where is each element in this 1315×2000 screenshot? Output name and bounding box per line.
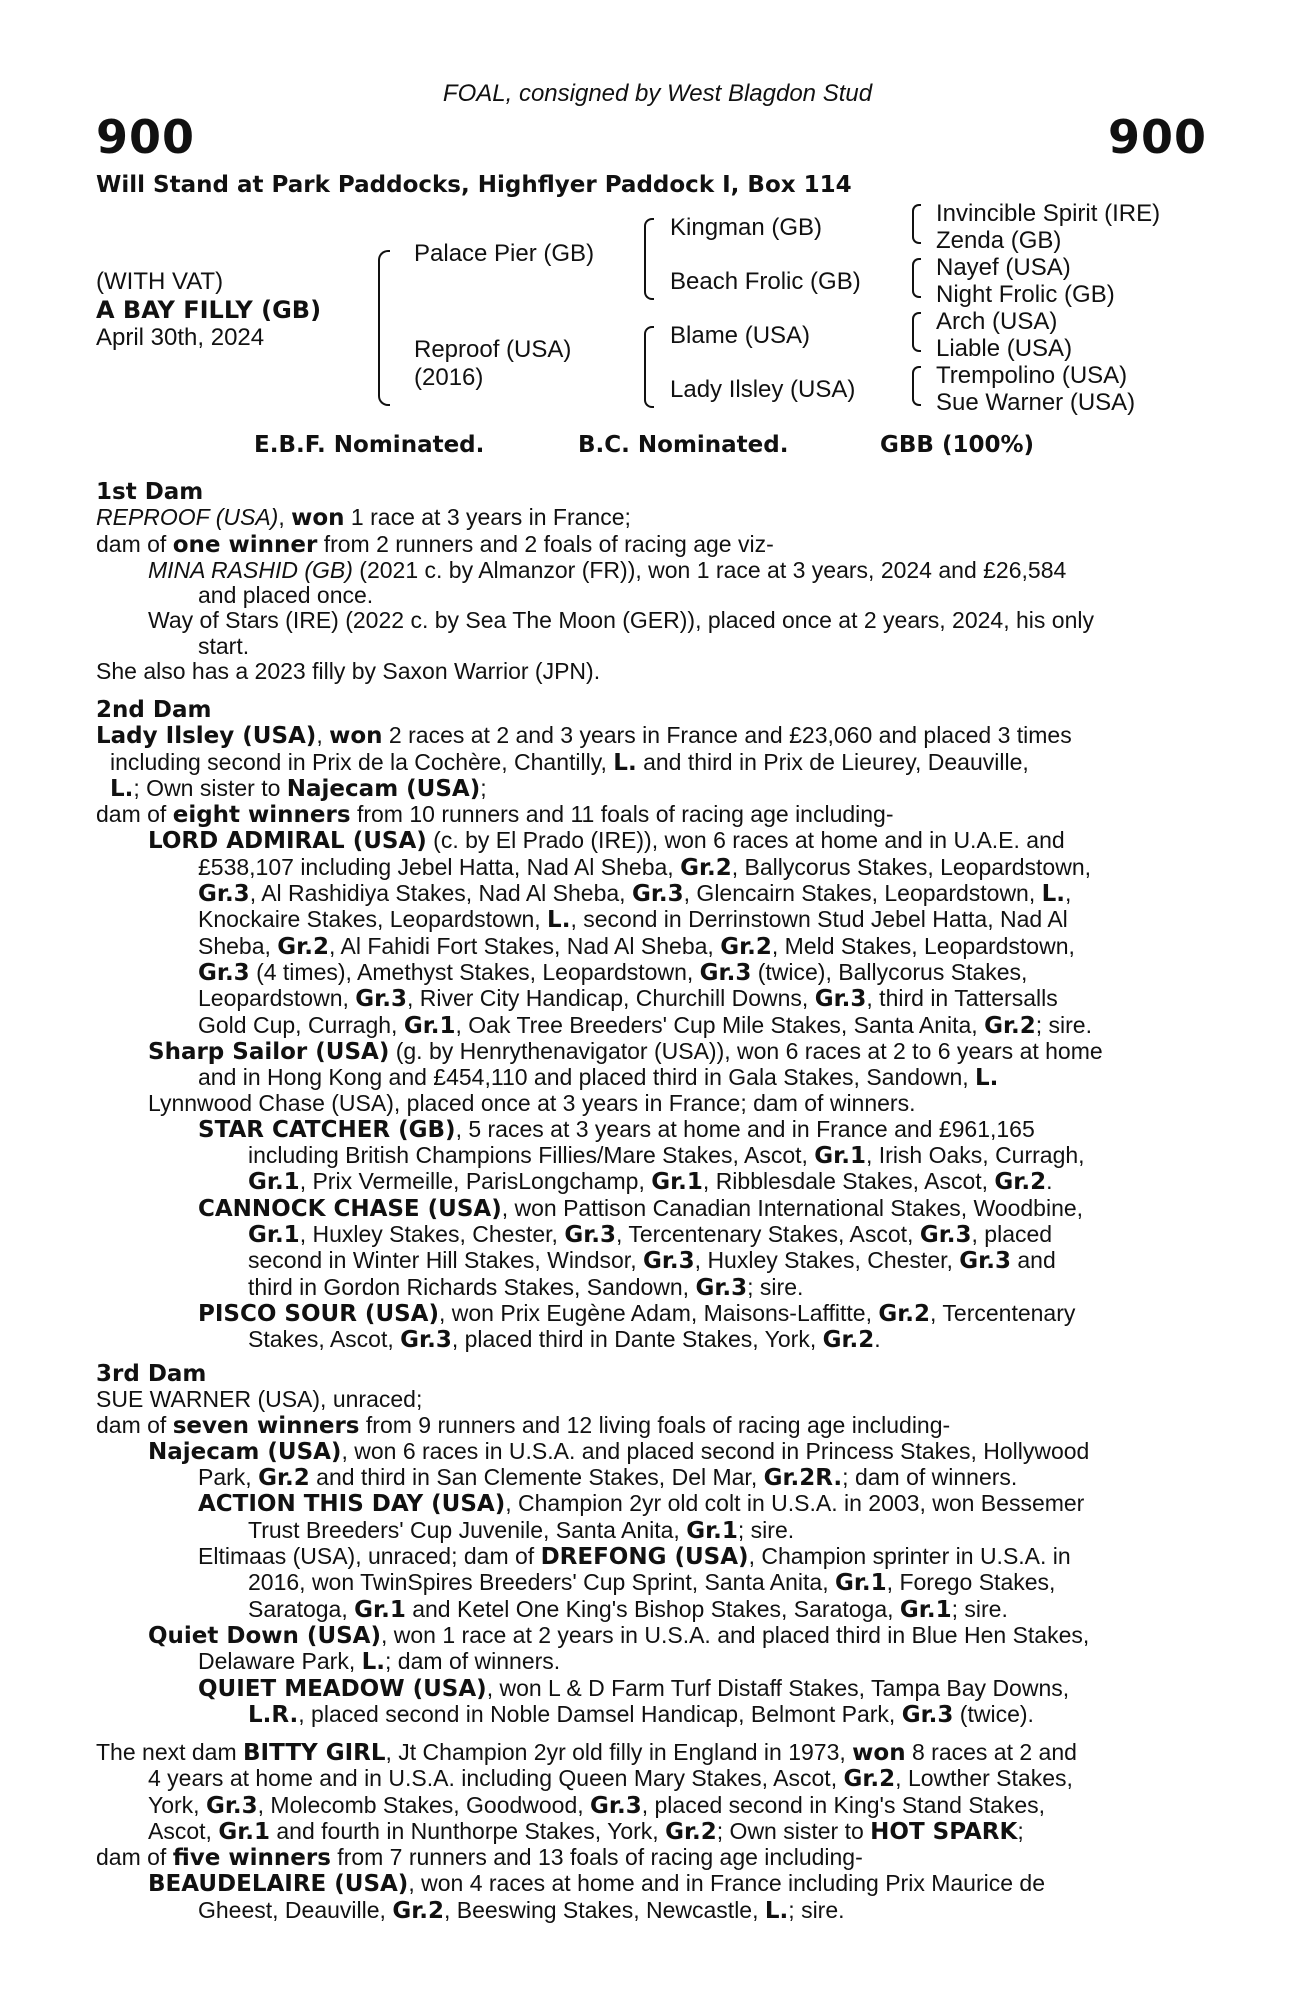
- next-dam-line: York, Gr.3, Molecomb Stakes, Goodwood, Gr.3, placed second in King's Stand Stakes,: [148, 1791, 1046, 1819]
- third-dam-line: QUIET MEADOW (USA), won L & D Farm Turf Distaff Stakes, Tampa Bay Downs,: [198, 1674, 1070, 1702]
- sd-dam: Night Frolic (GB): [936, 281, 1115, 308]
- horse-name: A BAY FILLY (GB): [96, 296, 322, 324]
- lot-number-right: 900: [1108, 110, 1208, 164]
- next-dam-line: Ascot, Gr.1 and fourth in Nunthorpe Stakes, York, Gr.2; Own sister to HOT SPARK;: [148, 1817, 1024, 1845]
- second-dam-line: Gr.3 (4 times), Amethyst Stakes, Leopardstown, Gr.3 (twice), Ballycorus Stakes,: [198, 958, 1028, 986]
- vat-note: (WITH VAT): [96, 268, 224, 295]
- next-dam-line: BEAUDELAIRE (USA), won 4 races at home and in France including Prix Maurice de: [148, 1870, 1045, 1898]
- stand-location: Will Stand at Park Paddocks, Highflyer Paddock I, Box 114: [96, 172, 852, 198]
- third-dam-line: Najecam (USA), won 6 races in U.S.A. and placed second in Princess Stakes, Hollywood: [148, 1437, 1090, 1465]
- dam-sire: Blame (USA): [670, 322, 811, 349]
- second-dam-line: Sheba, Gr.2, Al Fahidi Fort Stakes, Nad Al Sheba, Gr.2, Meld Stakes, Leopardstown,: [198, 932, 1075, 960]
- third-dam-heading: 3rd Dam: [96, 1361, 207, 1387]
- third-dam-line: ACTION THIS DAY (USA), Champion 2yr old colt in U.S.A. in 2003, won Bessemer: [198, 1490, 1085, 1518]
- first-dam-line: MINA RASHID (GB) (2021 c. by Almanzor (FR)), won 1 race at 3 years, 2024 and £26,584: [148, 556, 1067, 583]
- next-dam-line: 4 years at home and in U.S.A. including Queen Mary Stakes, Ascot, Gr.2, Lowther Stakes,: [148, 1765, 1073, 1793]
- second-dam-line: Gr.3, Al Rashidiya Stakes, Nad Al Sheba, Gr.3, Glencairn Stakes, Leopardstown, L.,: [198, 880, 1072, 908]
- second-dam-line: Stakes, Ascot, Gr.3, placed third in Dante Stakes, York, Gr.2.: [248, 1326, 881, 1354]
- ds-dam: Liable (USA): [936, 335, 1073, 362]
- second-dam-line: L.; Own sister to Najecam (USA);: [110, 774, 487, 802]
- second-dam-line: Gold Cup, Curragh, Gr.1, Oak Tree Breeders' Cup Mile Stakes, Santa Anita, Gr.2; sire.: [198, 1011, 1092, 1039]
- brace-dd: [912, 366, 921, 406]
- dd-sire: Trempolino (USA): [936, 362, 1128, 389]
- second-dam-line: including British Champions Fillies/Mare Stakes, Ascot, Gr.1, Irish Oaks, Curragh,: [248, 1142, 1085, 1170]
- ds-sire: Arch (USA): [936, 308, 1058, 335]
- second-dam-line: Knockaire Stakes, Leopardstown, L., second in Derrinstown Stud Jebel Hatta, Nad Al: [198, 906, 1068, 934]
- second-dam-line: Gr.1, Huxley Stakes, Chester, Gr.3, Tercentenary Stakes, Ascot, Gr.3, placed: [248, 1220, 1053, 1248]
- ss-sire: Invincible Spirit (IRE): [936, 200, 1161, 227]
- foaling-date: April 30th, 2024: [96, 324, 265, 351]
- first-dam-line: REPROOF (USA), won 1 race at 3 years in France;: [96, 504, 631, 532]
- ebf-nomination: E.B.F. Nominated.: [254, 432, 485, 458]
- first-dam-line: Way of Stars (IRE) (2022 c. by Sea The Moon (GER)), placed once at 2 years, 2024, his only: [148, 607, 1094, 634]
- third-dam-line: Saratoga, Gr.1 and Ketel One King's Bishop Stakes, Saratoga, Gr.1; sire.: [248, 1595, 1008, 1623]
- first-dam-line: and placed once.: [198, 582, 374, 609]
- second-dam-line: and in Hong Kong and £454,110 and placed third in Gala Stakes, Sandown, L.: [198, 1064, 999, 1092]
- dam: Reproof (USA): [414, 336, 572, 363]
- brace-main: [378, 250, 390, 406]
- brace-ss: [912, 204, 921, 244]
- third-dam-line: 2016, won TwinSpires Breeders' Cup Sprint, Santa Anita, Gr.1, Forego Stakes,: [248, 1569, 1056, 1597]
- brace-sire: [644, 218, 654, 300]
- brace-ds: [912, 312, 921, 352]
- first-dam-line: dam of one winner from 2 runners and 2 foals of racing age viz-: [96, 530, 774, 558]
- second-dam-line: third in Gordon Richards Stakes, Sandown, Gr.3; sire.: [248, 1273, 804, 1301]
- second-dam-line: including second in Prix de la Cochère, Chantilly, L. and third in Prix de Lieurey, Deauville,: [110, 748, 1029, 776]
- first-dam-section: [96, 480, 1200, 684]
- ss-dam: Zenda (GB): [936, 227, 1062, 254]
- first-dam-line: She also has a 2023 filly by Saxon Warrior (JPN).: [96, 658, 601, 685]
- sire-sire: Kingman (GB): [670, 214, 823, 241]
- second-dam-line: dam of eight winners from 10 runners and 11 foals of racing age including-: [96, 801, 894, 829]
- third-dam-line: dam of seven winners from 9 runners and 12 living foals of racing age including-: [96, 1411, 951, 1439]
- dam-year: (2016): [414, 364, 484, 391]
- third-dam-line: Park, Gr.2 and third in San Clemente Stakes, Del Mar, Gr.2R.; dam of winners.: [198, 1464, 1018, 1492]
- brace-sd: [912, 258, 921, 298]
- dd-dam: Sue Warner (USA): [936, 389, 1136, 416]
- sd-sire: Nayef (USA): [936, 254, 1071, 281]
- second-dam-line: second in Winter Hill Stakes, Windsor, Gr.3, Huxley Stakes, Chester, Gr.3 and: [248, 1247, 1056, 1275]
- next-dam-section: [96, 1740, 1200, 1924]
- third-dam-line: L.R., placed second in Noble Damsel Handicap, Belmont Park, Gr.3 (twice).: [248, 1700, 1034, 1728]
- third-dam-line: Trust Breeders' Cup Juvenile, Santa Anita, Gr.1; sire.: [248, 1516, 795, 1544]
- second-dam-section: [96, 698, 1200, 1353]
- next-dam-line: dam of five winners from 7 runners and 13 foals of racing age including-: [96, 1844, 863, 1872]
- first-dam-heading: 1st Dam: [96, 479, 204, 505]
- third-dam-section: [96, 1362, 1200, 1728]
- third-dam-line: Eltimaas (USA), unraced; dam of DREFONG (USA), Champion sprinter in U.S.A. in: [198, 1543, 1071, 1571]
- second-dam-line: LORD ADMIRAL (USA) (c. by El Prado (IRE)), won 6 races at home and in U.A.E. and: [148, 827, 1065, 855]
- second-dam-line: Lady Ilsley (USA), won 2 races at 2 and 3 years in France and £23,060 and placed 3 times: [96, 722, 1072, 750]
- next-dam-line: The next dam BITTY GIRL, Jt Champion 2yr old filly in England in 1973, won 8 races at 2 and: [96, 1739, 1077, 1766]
- first-dam-line: start.: [198, 632, 250, 659]
- second-dam-line: CANNOCK CHASE (USA), won Pattison Canadian International Stakes, Woodbine,: [198, 1194, 1084, 1222]
- sire: Palace Pier (GB): [414, 240, 595, 267]
- bc-nomination: B.C. Nominated.: [578, 432, 789, 458]
- second-dam-line: STAR CATCHER (GB), 5 races at 3 years at home and in France and £961,165: [198, 1115, 1035, 1143]
- brace-dam: [644, 326, 654, 408]
- third-dam-line: Quiet Down (USA), won 1 race at 2 years in U.S.A. and placed third in Blue Hen Stakes,: [148, 1621, 1090, 1649]
- second-dam-line: Leopardstown, Gr.3, River City Handicap, Churchill Downs, Gr.3, third in Tattersalls: [198, 985, 1058, 1013]
- second-dam-line: £538,107 including Jebel Hatta, Nad Al Sheba, Gr.2, Ballycorus Stakes, Leopardstown,: [198, 853, 1092, 881]
- dam-dam: Lady Ilsley (USA): [670, 376, 856, 403]
- third-dam-line: Delaware Park, L.; dam of winners.: [198, 1648, 561, 1676]
- third-dam-line: SUE WARNER (USA), unraced;: [96, 1386, 423, 1413]
- next-dam-line: Gheest, Deauville, Gr.2, Beeswing Stakes, Newcastle, L.; sire.: [198, 1896, 845, 1924]
- second-dam-line: Lynnwood Chase (USA), placed once at 3 years in France; dam of winners.: [148, 1090, 916, 1117]
- second-dam-line: Gr.1, Prix Vermeille, ParisLongchamp, Gr.1, Ribblesdale Stakes, Ascot, Gr.2.: [248, 1168, 1053, 1196]
- lot-number-left: 900: [96, 110, 196, 164]
- second-dam-heading: 2nd Dam: [96, 697, 212, 723]
- second-dam-line: PISCO SOUR (USA), won Prix Eugène Adam, Maisons-Laffitte, Gr.2, Tercentenary: [198, 1299, 1076, 1327]
- gbb-rating: GBB (100%): [880, 432, 1035, 458]
- sire-dam: Beach Frolic (GB): [670, 268, 861, 295]
- consignor-line: FOAL, consigned by West Blagdon Stud: [442, 80, 873, 107]
- second-dam-line: Sharp Sailor (USA) (g. by Henrythenavigator (USA)), won 6 races at 2 to 6 years at home: [148, 1037, 1103, 1065]
